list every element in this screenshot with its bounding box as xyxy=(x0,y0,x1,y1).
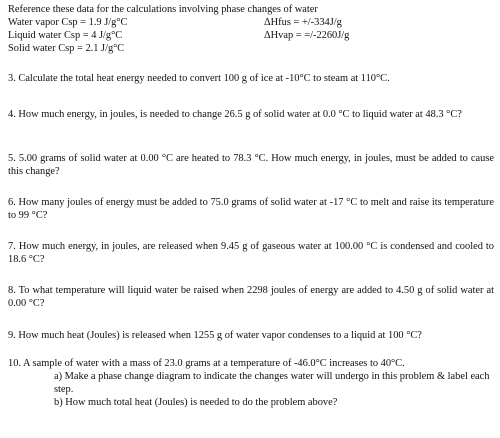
question-10-stem: 10. A sample of water with a mass of 23.0 grams at a temperature of -46.0°C increases to 40°C. xyxy=(8,358,405,369)
delta-h-fus: ΔHfus = +/-334J/g xyxy=(264,17,342,28)
question-3: 3. Calculate the total heat energy needed to convert 100 g of ice at -10°C to steam at 110°C. xyxy=(8,73,390,84)
reference-data-block xyxy=(8,3,496,55)
question-10-part-a: a) Make a phase change diagram to indicate the changes water will undergo in this problem & label each step. xyxy=(54,371,490,395)
water-vapor-csp: Water vapor Csp = 1.9 J/g°C xyxy=(8,17,128,28)
question-5: 5. 5.00 grams of solid water at 0.00 °C are heated to 78.3 °C. How much energy, in joules, must be added to cause this change? xyxy=(8,153,494,177)
question-9: 9. How much heat (Joules) is released when 1255 g of water vapor condenses to a liquid at 100 °C? xyxy=(8,330,422,341)
question-7: 7. How much energy, in joules, are released when 9.45 g of gaseous water at 100.00 °C is condensed and cooled to 18.6 °C? xyxy=(8,241,494,265)
reference-row-1 xyxy=(8,16,496,29)
question-10-part-b: b) How much total heat (Joules) is needed to do the problem above? xyxy=(54,397,338,408)
question-10 xyxy=(8,357,494,409)
question-4: 4. How much energy, in joules, is needed to change 26.5 g of solid water at 0.0 °C to liquid water at 48.3 °C? xyxy=(8,109,462,120)
reference-row-2 xyxy=(8,29,496,42)
reference-heading: Reference these data for the calculations involving phase changes of water xyxy=(8,4,318,15)
question-10-parts xyxy=(54,370,494,409)
solid-water-csp: Solid water Csp = 2.1 J/g°C xyxy=(8,43,125,54)
question-8: 8. To what temperature will liquid water be raised when 2298 joules of energy are added to 4.50 g of solid water at 0.00 °C? xyxy=(8,285,494,309)
reference-row-3 xyxy=(8,42,496,55)
delta-h-vap: ΔHvap = =/-2260J/g xyxy=(264,30,350,41)
liquid-water-csp: Liquid water Csp = 4 J/g°C xyxy=(8,30,123,41)
question-6: 6. How many joules of energy must be added to 75.0 grams of solid water at -17 °C to melt and raise its temperature to 99 °C? xyxy=(8,197,494,221)
